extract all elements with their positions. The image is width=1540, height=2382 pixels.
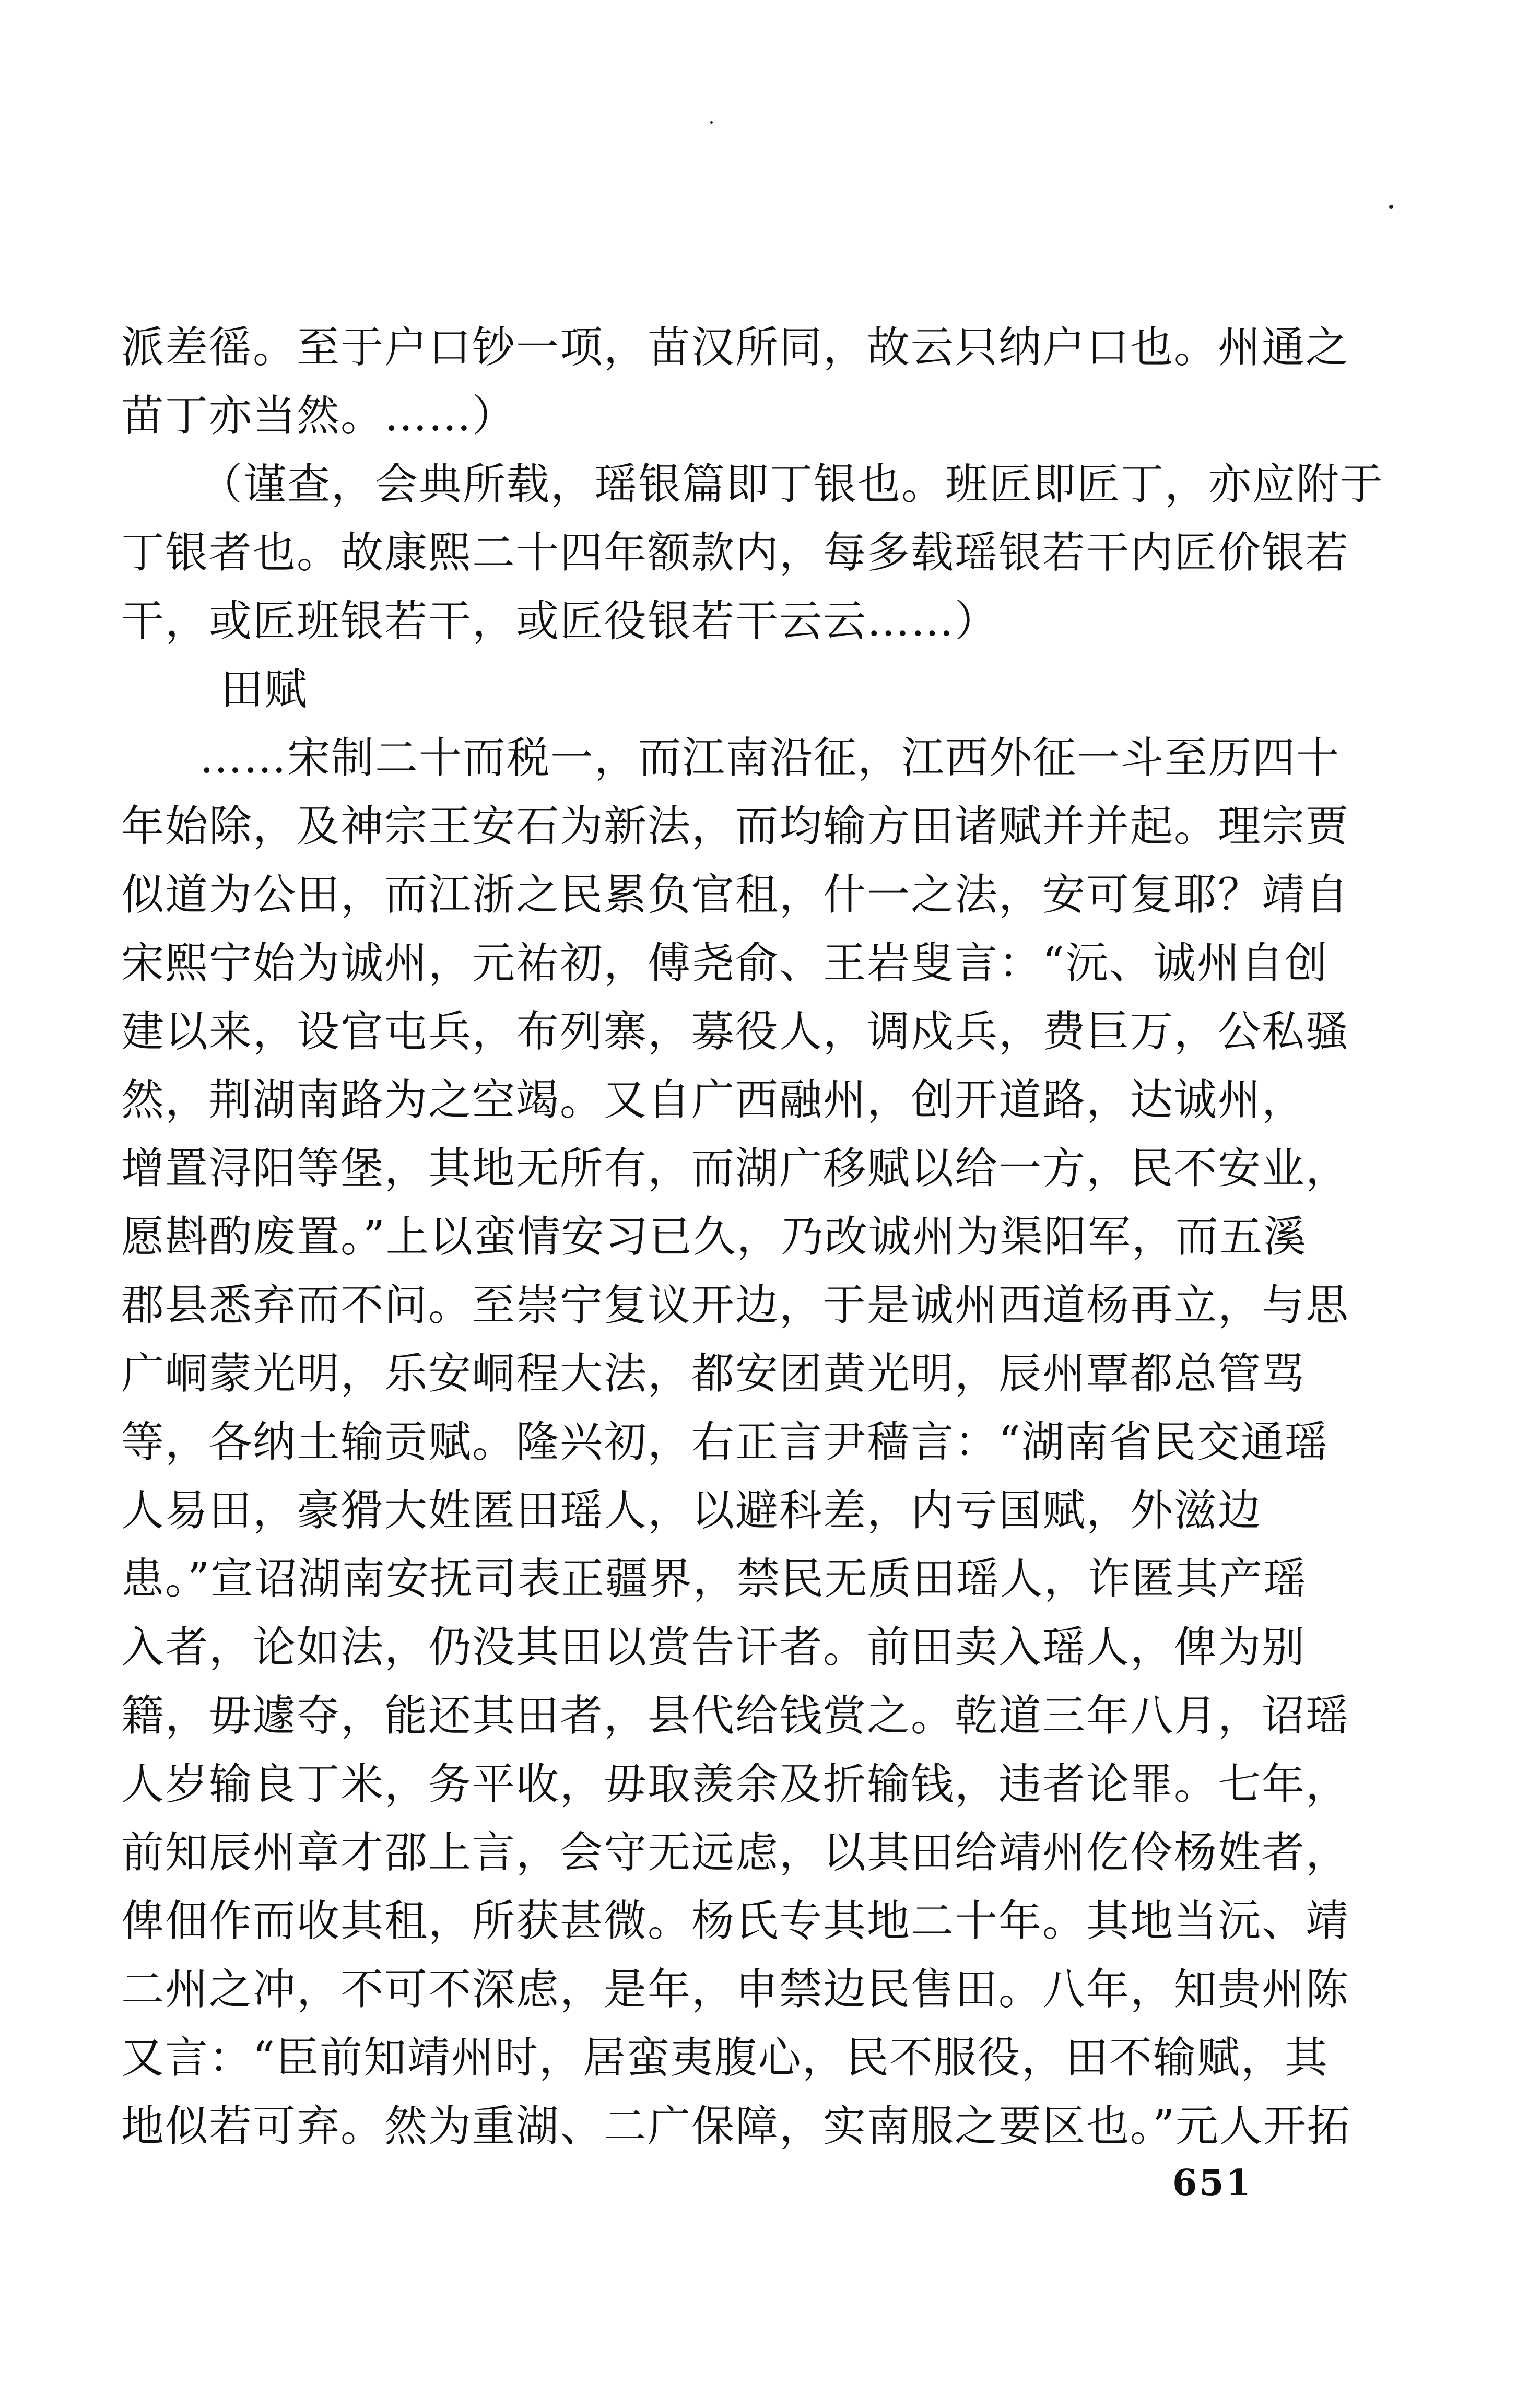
text-line: 地似若可弃。然为重湖、二广保障，实南服之要区也。”元人开拓 — [121, 2102, 1351, 2151]
text-line: 郡县悉弃而不问。至崇宁复议开边，于是诚州西道杨再立，与思 — [121, 1281, 1350, 1330]
text-line: 年始除，及神宗王安石为新法，而均输方田诸赋并并起。理宗贾 — [121, 802, 1350, 851]
text-line: 增置浔阳等堡，其地无所有，而湖广移赋以给一方，民不安业， — [121, 1144, 1350, 1193]
text-line: 患。”宣诏湖南安抚司表正疆界，禁民无质田瑶人，诈匿其产瑶 — [121, 1554, 1307, 1604]
text-line: 二州之冲，不可不深虑，是年，申禁边民售田。八年，知贵州陈 — [121, 1965, 1350, 2014]
text-line: 俾佃作而收其租，所获甚微。杨氏专其地二十年。其地当沅、靖 — [121, 1896, 1350, 1946]
text-line: 建以来，设官屯兵，布列寨，募役人，调戍兵，费巨万，公私骚 — [121, 1007, 1350, 1057]
text-line: 干，或匠班银若干，或匠役银若干云云……） — [121, 596, 999, 646]
text-line: 然，荆湖南路为之空竭。又自广西融州，创开道路，达诚州， — [121, 1075, 1306, 1125]
text-line: 愿斟酌废置。”上以蛮情安习已久，乃改诚州为渠阳军，而五溪 — [121, 1212, 1307, 1262]
text-line: 前知辰州章才邵上言，会守无远虑，以其田给靖州仡伶杨姓者， — [121, 1828, 1350, 1878]
text-line: 人易田，豪猾大姓匿田瑶人，以避科差，内亏国赋，外滋边 — [121, 1486, 1262, 1535]
body-text — [121, 313, 1384, 2161]
text-line: 派差徭。至于户口钞一项，苗汉所同，故云只纳户口也。州通之 — [121, 323, 1350, 372]
ink-speck — [710, 121, 713, 124]
ink-speck — [1389, 205, 1393, 209]
text-line: 丁银者也。故康熙二十四年额款内，每多载瑶银若干内匠价银若 — [121, 528, 1350, 578]
page-number: 651 — [1172, 2162, 1253, 2204]
section-heading: 田赋 — [220, 665, 309, 714]
text-line: 籍，毋遽夺，能还其田者，县代给钱赏之。乾道三年八月，诏瑶 — [121, 1691, 1350, 1741]
text-line: 似道为公田，而江浙之民累负官租，什一之法，安可复耶？靖自 — [121, 870, 1350, 920]
text-line: 等，各纳土输贡赋。隆兴初，右正言尹穑言：“湖南省民交通瑶 — [121, 1417, 1329, 1467]
text-line: ……宋制二十而税一，而江南沿征，江西外征一斗至历四十 — [199, 733, 1341, 783]
text-line: 宋熙宁始为诚州，元祐初，傅尧俞、王岩叟言：“沅、诚州自创 — [121, 938, 1329, 988]
text-line: 入者，论如法，仍没其田以赏告讦者。前田卖入瑶人，俾为别 — [121, 1623, 1306, 1672]
text-line: 广峒蒙光明，乐安峒程大法，都安团黄光明，辰州覃都总管骂 — [121, 1349, 1306, 1399]
text-line: 苗丁亦当然。……） — [121, 391, 516, 441]
text-line: 又言：“臣前知靖州时，居蛮夷腹心，民不服役，田不输赋，其 — [121, 2033, 1329, 2083]
text-line: （谨查，会典所载，瑶银篇即丁银也。班匠即匠丁，亦应附于 — [199, 460, 1384, 509]
text-line: 人岁输良丁米，务平收，毋取羡余及折输钱，违者论罪。七年， — [121, 1759, 1350, 1809]
